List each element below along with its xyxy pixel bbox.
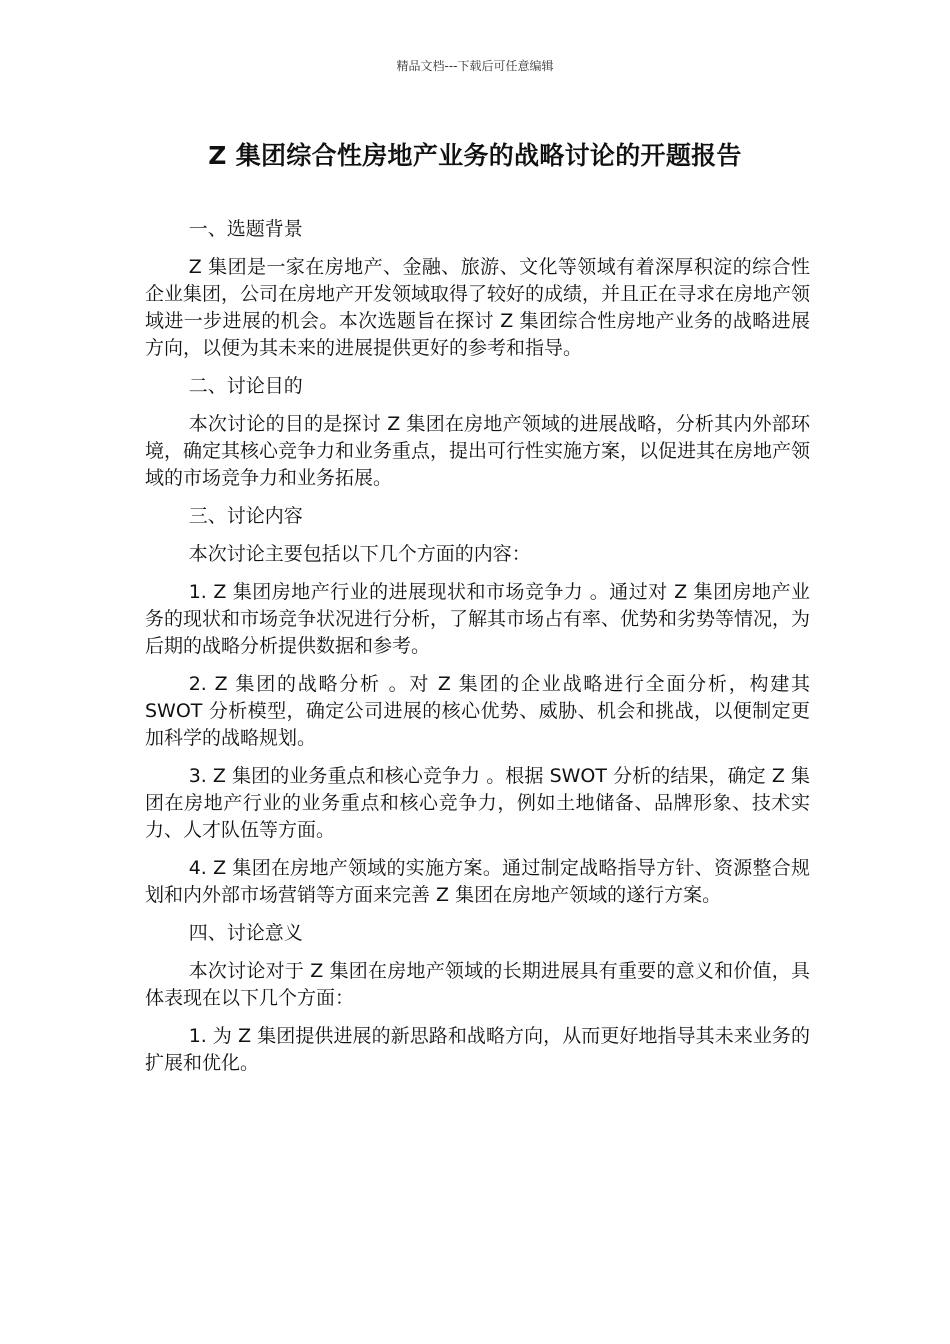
- section-heading-background: 一、选题背景: [188, 218, 303, 240]
- section-heading-purpose: 二、讨论目的: [188, 375, 303, 397]
- paragraph-background: Z 集团是一家在房地产、金融、旅游、文化等领域有着深厚积淀的综合性企业集团，公司在房地产开发领域取得了较好的成绩，并且正在寻求在房地产领域进一步进展的机会。本次选题旨在探讨 Z 集团综合性房地产业务的战略进展方向，以便为其未来的进展提供更好的参考和指导。: [145, 256, 811, 359]
- content-item-1: 1. Z 集团房地产行业的进展现状和市场竞争力 。通过对 Z 集团房地产业务的现状和市场竞争状况进行分析，了解其市场占有率、优势和劣势等情况，为后期的战略分析提供数据和参考。: [145, 581, 811, 657]
- section-heading-content: 三、讨论内容: [188, 505, 303, 527]
- content-item-4: 4. Z 集团在房地产领域的实施方案。通过制定战略指导方针、资源整合规划和内外部市场营销等方面来完善 Z 集团在房地产领域的遂行方案。: [145, 857, 810, 906]
- document-title: Z 集团综合性房地产业务的战略讨论的开题报告: [208, 141, 742, 170]
- paragraph-content-intro: 本次讨论主要包括以下几个方面的内容：: [188, 543, 531, 565]
- page-header: 精品文档---下载后可任意编辑: [396, 59, 554, 73]
- section-heading-significance: 四、讨论意义: [188, 922, 303, 944]
- paragraph-significance-intro: 本次讨论对于 Z 集团在房地产领域的长期进展具有重要的意义和价值，具体表现在以下几个方面：: [145, 960, 810, 1009]
- content-item-3: 3. Z 集团的业务重点和核心竞争力 。根据 SWOT 分析的结果，确定 Z 集团在房地产行业的业务重点和核心竞争力，例如土地储备、品牌形象、技术实力、人才队伍等方面。: [145, 765, 810, 841]
- significance-item-1: 1. 为 Z 集团提供进展的新思路和战略方向，从而更好地指导其未来业务的扩展和优化。: [145, 1025, 810, 1074]
- content-item-2: 2. Z 集团的战略分析 。对 Z 集团的企业战略进行全面分析，构建其 SWOT 分析模型，确定公司进展的核心优势、威胁、机会和挑战，以便制定更加科学的战略规划。: [145, 673, 810, 749]
- paragraph-purpose: 本次讨论的目的是探讨 Z 集团在房地产领域的进展战略，分析其内外部环境，确定其核心竞争力和业务重点，提出可行性实施方案，以促进其在房地产领域的市场竞争力和业务拓展。: [145, 413, 811, 489]
- document-body: [145, 216, 810, 1088]
